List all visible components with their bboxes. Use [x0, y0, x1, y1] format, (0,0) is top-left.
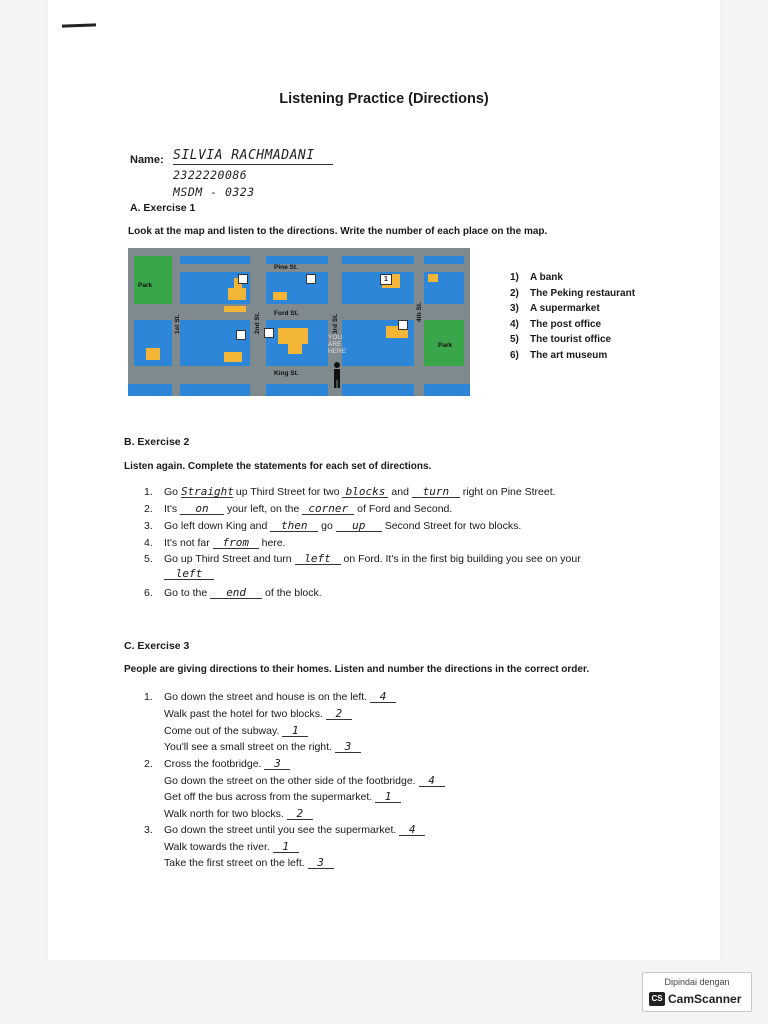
- direction-line: [164, 758, 290, 770]
- are-text: ARE: [328, 341, 342, 348]
- scanner-caption: Dipindai dengan: [664, 977, 730, 987]
- direction-text: Get off the bus across from the supermarket.: [164, 791, 373, 803]
- student-id: 2322220086: [173, 168, 248, 182]
- text: up Third Street for two: [235, 486, 340, 498]
- place-item: [510, 303, 635, 319]
- order-blank: 2: [287, 808, 313, 820]
- order-blank: 3: [308, 857, 334, 869]
- text: Go: [164, 486, 179, 498]
- text: of Ford and Second.: [357, 503, 453, 515]
- text: Go to the: [164, 587, 208, 599]
- direction-text: Take the first street on the left.: [164, 857, 305, 869]
- block: [342, 272, 414, 304]
- person-icon: [332, 362, 342, 388]
- text: Go up Third Street and turn: [164, 553, 292, 565]
- answer-blank: blocks: [342, 486, 388, 498]
- building: [278, 328, 308, 344]
- statement-text: [164, 587, 322, 599]
- pine-street-label: Pine St.: [274, 264, 298, 271]
- place-box: [236, 330, 246, 340]
- answer-blank: left: [295, 553, 341, 565]
- places-list: [510, 272, 635, 366]
- place-number: 1): [510, 272, 519, 283]
- exercise-2-heading: B. Exercise 2: [124, 436, 190, 448]
- place-item: [510, 334, 635, 350]
- answer-blank: from: [213, 537, 259, 549]
- exercise-2-instruction: Listen again. Complete the statements for each set of directions.: [124, 461, 432, 472]
- text: here.: [261, 537, 286, 549]
- park-left: [134, 256, 172, 304]
- item-number: 5.: [144, 553, 153, 565]
- direction-text: Walk towards the river.: [164, 841, 270, 853]
- direction-text: Go down the street and house is on the left.: [164, 691, 368, 703]
- place-number: 5): [510, 334, 519, 346]
- ford-street-label: Ford St.: [274, 310, 299, 317]
- block: [180, 384, 250, 396]
- building: [224, 306, 246, 312]
- place-text: The Peking restaurant: [530, 287, 636, 299]
- order-blank: 1: [375, 791, 401, 803]
- second-street-label: 2nd St.: [254, 312, 261, 334]
- scanner-brand: CamScanner: [668, 992, 742, 1006]
- third-street-label: 3rd St.: [332, 313, 339, 334]
- place-text: The post office: [530, 318, 602, 330]
- item-number: 4.: [144, 537, 153, 549]
- place-number: 6): [510, 349, 519, 361]
- place-text: A bank: [530, 272, 563, 283]
- block: [266, 256, 328, 264]
- fourth-street-label: 4th St.: [416, 302, 423, 322]
- building: [146, 348, 160, 360]
- statement-5-continued: [164, 568, 214, 580]
- you-text: YOU: [328, 334, 343, 341]
- place-text: The art museum: [530, 349, 608, 361]
- answer-blank: turn: [412, 486, 460, 498]
- direction-text: Walk past the hotel for two blocks.: [164, 708, 323, 720]
- text: and: [391, 486, 409, 498]
- group-number: 2.: [144, 758, 153, 770]
- block: [342, 384, 414, 396]
- item-number: 3.: [144, 520, 153, 532]
- direction-line: [164, 857, 334, 869]
- place-text: The tourist office: [530, 334, 612, 346]
- direction-line: [164, 808, 313, 820]
- building: [228, 288, 246, 300]
- item-number: 2.: [144, 503, 153, 515]
- place-text: A supermarket: [530, 303, 600, 315]
- worksheet-page: [48, 0, 720, 960]
- order-blank: 3: [264, 758, 290, 770]
- statement-text: [164, 553, 581, 565]
- block: [128, 384, 172, 396]
- place-item: [510, 350, 635, 366]
- direction-line: [164, 725, 308, 737]
- block: [424, 384, 470, 396]
- place-box: [264, 328, 274, 338]
- page-title: Listening Practice (Directions): [279, 91, 489, 107]
- direction-text: Go down the street on the other side of the footbridge.: [164, 775, 416, 787]
- answer-blank: then: [270, 520, 318, 532]
- place-number: 2): [510, 287, 519, 299]
- statement-text: [164, 537, 286, 549]
- building: [273, 292, 287, 300]
- direction-line: [164, 775, 445, 787]
- answer-blank: up: [336, 520, 382, 532]
- text: go: [321, 520, 333, 532]
- group-number: 1.: [144, 691, 153, 703]
- exercise-3-instruction: People are giving directions to their homes. Listen and number the directions in the correct order.: [124, 664, 590, 675]
- direction-line: [164, 741, 361, 753]
- item-number: 1.: [144, 486, 153, 498]
- order-blank: 1: [273, 841, 299, 853]
- answer-blank: on: [180, 503, 224, 515]
- bank-marker: 1: [380, 274, 392, 285]
- item-number: 6.: [144, 587, 153, 599]
- direction-line: [164, 841, 299, 853]
- direction-line: [164, 691, 396, 703]
- block: [342, 256, 414, 264]
- exercise-1-instruction: Look at the map and listen to the directions. Write the number of each place on the map.: [128, 226, 548, 237]
- park-right-label: Park: [438, 342, 453, 349]
- text: Second Street for two blocks.: [384, 520, 522, 532]
- text: It's: [164, 503, 178, 515]
- text: of the block.: [265, 587, 322, 599]
- direction-text: Cross the footbridge.: [164, 758, 262, 770]
- block: [180, 256, 250, 264]
- first-street-label: 1st St.: [174, 314, 181, 334]
- order-blank: 4: [419, 775, 445, 787]
- answer-blank: end: [210, 587, 262, 599]
- camscanner-watermark: [642, 972, 752, 1012]
- order-blank: 3: [335, 741, 361, 753]
- text: It's not far: [164, 537, 210, 549]
- name-label: Name:: [130, 154, 164, 166]
- statement-text: [164, 503, 452, 515]
- direction-line: [164, 708, 352, 720]
- king-street-label: King St.: [274, 370, 299, 377]
- student-class: MSDM - 0323: [173, 185, 255, 199]
- exercise-1-heading: A. Exercise 1: [130, 202, 196, 214]
- building: [428, 274, 438, 282]
- order-blank: 2: [326, 708, 352, 720]
- direction-line: [164, 824, 425, 836]
- statement-text: [164, 520, 521, 532]
- direction-text: Come out of the subway.: [164, 725, 280, 737]
- text: on Ford. It's in the first big building you see on your: [343, 553, 581, 565]
- text: Go left down King and: [164, 520, 268, 532]
- place-item: [510, 272, 635, 288]
- answer-blank: left: [164, 568, 214, 580]
- park-left-label: Park: [138, 282, 153, 289]
- place-number: 3): [510, 303, 519, 315]
- order-blank: 4: [370, 691, 396, 703]
- place-box: [398, 320, 408, 330]
- group-number: 3.: [144, 824, 153, 836]
- exercise-3-heading: C. Exercise 3: [124, 640, 190, 652]
- direction-text: You'll see a small street on the right.: [164, 741, 332, 753]
- place-item: [510, 319, 635, 335]
- order-blank: 4: [399, 824, 425, 836]
- place-box: [306, 274, 316, 284]
- order-blank: 1: [282, 725, 308, 737]
- direction-text: Walk north for two blocks.: [164, 808, 284, 820]
- place-box: [238, 274, 248, 284]
- building: [224, 352, 242, 362]
- here-text: HERE: [328, 348, 347, 355]
- answer-blank: Straight: [180, 485, 234, 498]
- student-name: SILVIA RACHMADANI: [173, 148, 333, 165]
- statement-text: [164, 486, 556, 498]
- text: your left, on the: [226, 503, 300, 515]
- text: right on Pine Street.: [462, 486, 556, 498]
- place-item: [510, 288, 635, 304]
- answer-blank: corner: [302, 503, 354, 515]
- camscanner-logo-icon: CS: [649, 992, 665, 1006]
- block: [266, 384, 328, 396]
- direction-line: [164, 791, 401, 803]
- you-are-here-label: [328, 334, 346, 355]
- place-number: 4): [510, 318, 519, 330]
- block: [424, 256, 464, 264]
- building: [288, 344, 302, 354]
- direction-text: Go down the street until you see the supermarket.: [164, 824, 397, 836]
- street-map: [128, 248, 470, 396]
